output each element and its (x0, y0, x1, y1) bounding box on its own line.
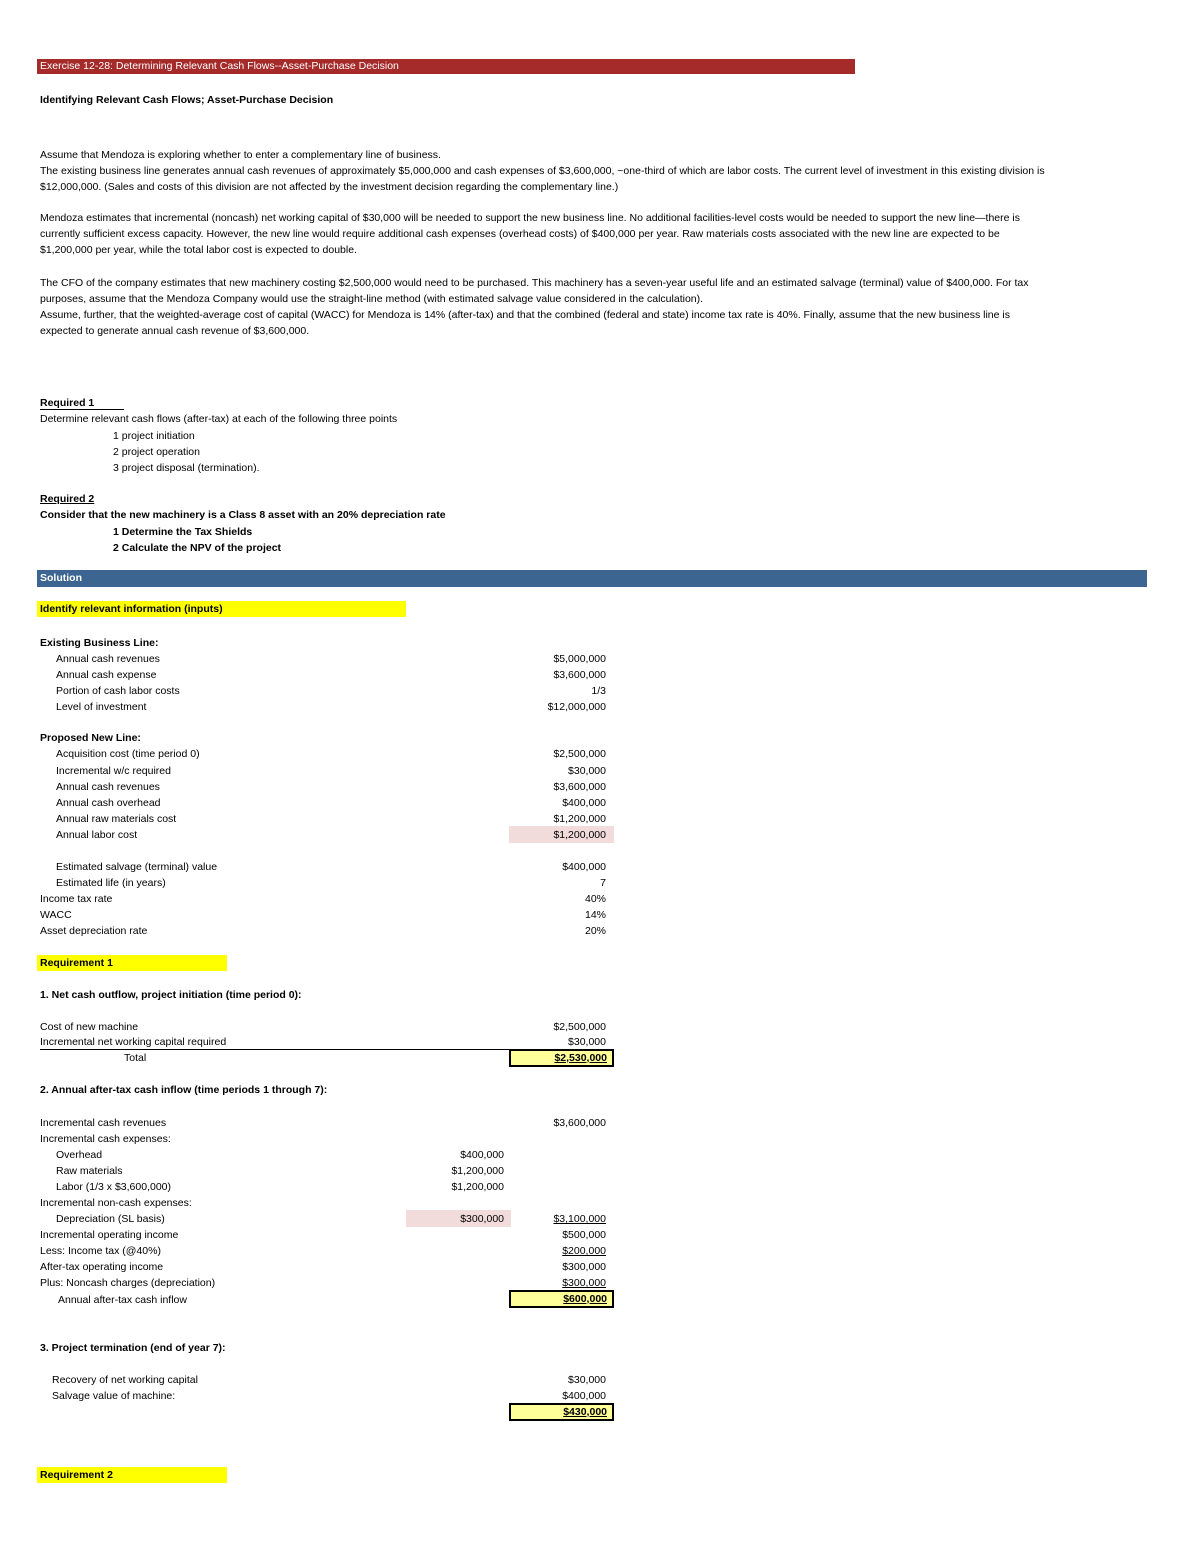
section-2-row-value: $500,000 (562, 1229, 606, 1241)
required-1-item: 1 project initiation (113, 430, 195, 442)
paragraph-line: The existing business line generates annual cash revenues of approximately $5,000,000 and cash expenses of $3,600,000, ~one-third of which are labor costs. The current level of investment in this existing division is (40, 165, 1045, 177)
section-2-row-label: Plus: Noncash charges (depreciation) (40, 1277, 216, 1289)
page-subtitle: Identifying Relevant Cash Flows; Asset-Purchase Decision (40, 94, 334, 106)
section-2-expense-total: $3,100,000 (553, 1213, 606, 1225)
section-1-row-label: Cost of new machine (40, 1021, 139, 1033)
proposed-row-label: Incremental w/c required (56, 765, 171, 777)
existing-row-value: $3,600,000 (553, 669, 606, 681)
paragraph-line: $1,200,000 per year, while the total labor cost is expected to double. (40, 244, 357, 256)
proposed-row-value: 7 (600, 877, 606, 889)
section-2-revenue-label: Incremental cash revenues (40, 1117, 167, 1129)
section-2-expense-row-value: $1,200,000 (451, 1181, 504, 1193)
proposed-row-value: 40% (584, 893, 606, 905)
section-3-row-value: $30,000 (568, 1374, 606, 1386)
proposed-row-value: $400,000 (562, 861, 606, 873)
section-3-heading: 3. Project termination (end of year 7): (40, 1342, 226, 1354)
section-1-total-label: Total (124, 1052, 147, 1064)
existing-row-label: Annual cash expense (56, 669, 157, 681)
required-2-heading: Required 2 (40, 493, 95, 505)
section-2-expense-row-value: $1,200,000 (451, 1165, 504, 1177)
proposed-row-value: 14% (584, 909, 606, 921)
proposed-row-value: $400,000 (562, 797, 606, 809)
proposed-row-label: Annual raw materials cost (56, 813, 177, 825)
proposed-row-value: $1,200,000 (553, 829, 606, 841)
section-2-expense-row-label: Labor (1/3 x $3,600,000) (56, 1181, 171, 1193)
requirement-2-label: Requirement 2 (37, 1467, 227, 1483)
section-2-depreciation-value: $300,000 (460, 1213, 504, 1225)
solution-bar: Solution (37, 570, 1147, 587)
existing-row-value: $5,000,000 (553, 653, 606, 665)
existing-row-value: 1/3 (591, 685, 606, 697)
existing-row-label: Portion of cash labor costs (56, 685, 180, 697)
proposed-row-label: Acquisition cost (time period 0) (56, 748, 200, 760)
section-3-row-value: $400,000 (562, 1390, 606, 1402)
exercise-title-bar: Exercise 12-28: Determining Relevant Cash Flows--Asset-Purchase Decision (37, 59, 855, 74)
section-2-expense-row-value: $400,000 (460, 1149, 504, 1161)
section-3-total-value: $430,000 (509, 1403, 614, 1421)
existing-row-label: Annual cash revenues (56, 653, 160, 665)
required-1-heading: Required 1 (40, 397, 95, 409)
proposed-row-label: Annual labor cost (56, 829, 138, 841)
section-2-row-value: $300,000 (562, 1277, 606, 1289)
section-2-expense-label: Incremental cash expenses: (40, 1133, 171, 1145)
section-1-total-value: $2,530,000 (509, 1049, 614, 1067)
section-2-depreciation-label: Depreciation (SL basis) (56, 1213, 165, 1225)
proposed-row-label: WACC (40, 909, 72, 921)
section-3-row-label: Salvage value of machine: (52, 1390, 176, 1402)
proposed-row-value: $3,600,000 (553, 781, 606, 793)
proposed-row-label: Estimated life (in years) (56, 877, 166, 889)
section-1-heading: 1. Net cash outflow, project initiation (time period 0): (40, 989, 302, 1001)
section-1-row-value: $30,000 (568, 1036, 606, 1048)
proposed-row-label: Annual cash revenues (56, 781, 160, 793)
section-2-total-value: $600,000 (509, 1290, 614, 1308)
paragraph-line: Assume that Mendoza is exploring whether to enter a complementary line of business. (40, 149, 441, 161)
paragraph-line: purposes, assume that the Mendoza Company would use the straight-line method (with estimated salvage value considered in the calculation). (40, 293, 704, 305)
required-2-text: Consider that the new machinery is a Class 8 asset with an 20% depreciation rate (40, 509, 446, 521)
proposed-heading: Proposed New Line: (40, 732, 141, 744)
proposed-row-value: $1,200,000 (553, 813, 606, 825)
section-1-rule (40, 1049, 510, 1050)
required-2-item: 1 Determine the Tax Shields (113, 526, 253, 538)
paragraph-line: Assume, further, that the weighted-average cost of capital (WACC) for Mendoza is 14% (after-tax) and that the combined (federal and state) income tax rate is 40%. Finally, assume that the new business line is (40, 309, 1010, 321)
section-2-row-label: After-tax operating income (40, 1261, 164, 1273)
section-2-noncash-label: Incremental non-cash expenses: (40, 1197, 192, 1209)
proposed-row-label: Asset depreciation rate (40, 925, 148, 937)
proposed-row-label: Annual cash overhead (56, 797, 161, 809)
required-1-underline (40, 409, 124, 410)
required-1-item: 3 project disposal (termination). (113, 462, 260, 474)
section-2-row-value: $300,000 (562, 1261, 606, 1273)
section-2-revenue-value: $3,600,000 (553, 1117, 606, 1129)
proposed-row-value: 20% (584, 925, 606, 937)
required-2-item: 2 Calculate the NPV of the project (113, 542, 282, 554)
inputs-label: Identify relevant information (inputs) (37, 601, 406, 617)
existing-row-value: $12,000,000 (547, 701, 606, 713)
section-2-total-label: Annual after-tax cash inflow (58, 1294, 187, 1306)
paragraph-line: Mendoza estimates that incremental (noncash) net working capital of $30,000 will be needed to support the new business line. No additional facilities-level costs would be needed to support the new line—there is (40, 212, 1020, 224)
section-2-expense-row-label: Overhead (56, 1149, 103, 1161)
section-2-expense-row-label: Raw materials (56, 1165, 123, 1177)
proposed-row-label: Estimated salvage (terminal) value (56, 861, 218, 873)
proposed-row-value: $30,000 (568, 765, 606, 777)
proposed-row-label: Income tax rate (40, 893, 113, 905)
paragraph-line: $12,000,000. (Sales and costs of this division are not affected by the investment decision regarding the complementary line.) (40, 181, 619, 193)
section-3-row-label: Recovery of net working capital (52, 1374, 198, 1386)
section-1-row-value: $2,500,000 (553, 1021, 606, 1033)
proposed-row-value: $2,500,000 (553, 748, 606, 760)
existing-row-label: Level of investment (56, 701, 147, 713)
section-2-row-value: $200,000 (562, 1245, 606, 1257)
required-1-text: Determine relevant cash flows (after-tax) at each of the following three points (40, 413, 398, 425)
paragraph-line: currently sufficient excess capacity. However, the new line would require additional cash expenses (overhead costs) of $400,000 per year. Raw materials costs associated with the new line are expected to be (40, 228, 1000, 240)
paragraph-line: The CFO of the company estimates that new machinery costing $2,500,000 would need to be purchased. This machinery has a seven-year useful life and an estimated salvage (terminal) value of $400,000. For tax (40, 277, 1029, 289)
section-1-row-label: Incremental net working capital required (40, 1036, 227, 1048)
section-2-row-label: Less: Income tax (@40%) (40, 1245, 161, 1257)
section-2-heading: 2. Annual after-tax cash inflow (time periods 1 through 7): (40, 1084, 328, 1096)
existing-heading: Existing Business Line: (40, 637, 159, 649)
section-2-row-label: Incremental operating income (40, 1229, 179, 1241)
requirement-1-label: Requirement 1 (37, 955, 227, 971)
paragraph-line: expected to generate annual cash revenue of $3,600,000. (40, 325, 310, 337)
required-1-item: 2 project operation (113, 446, 200, 458)
